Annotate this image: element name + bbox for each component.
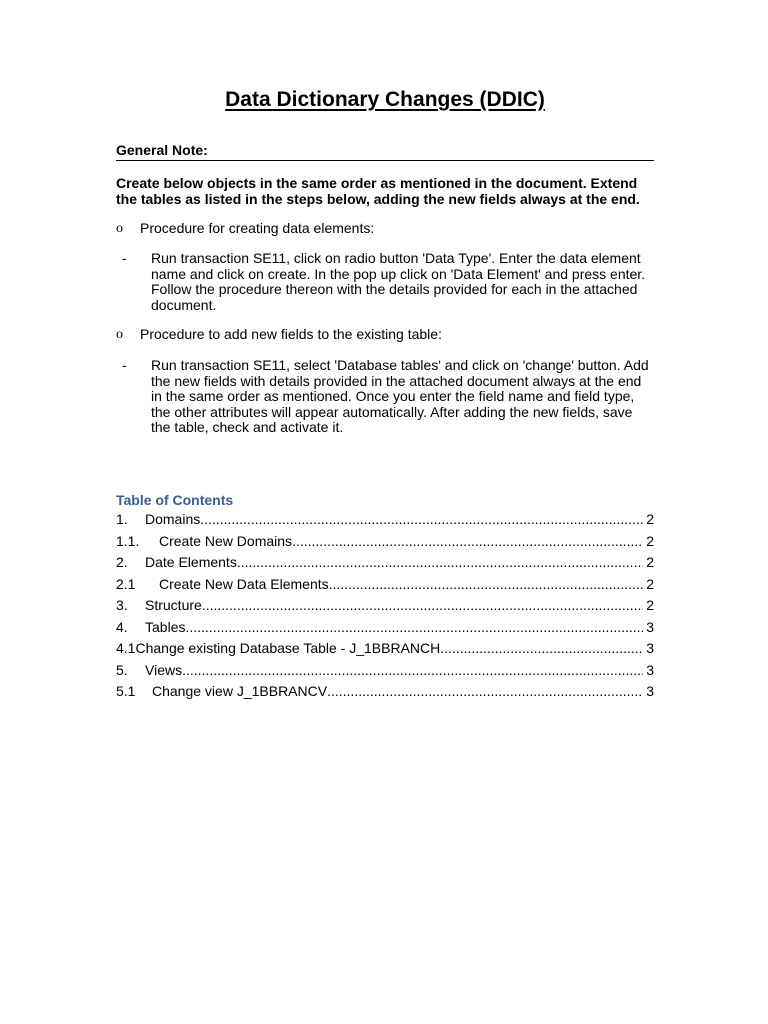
toc-entry-number: 1. <box>116 511 128 527</box>
toc-entry-page: 3 <box>646 618 654 635</box>
general-note-heading: General Note: <box>116 142 654 161</box>
toc-dot-leader <box>440 639 643 657</box>
dash-marker: - <box>122 357 127 373</box>
toc-entry-label: Change view J_1BBRANCV <box>152 683 328 699</box>
toc-entry-number: 4.1 <box>116 640 136 656</box>
toc-entry-page: 2 <box>646 575 654 592</box>
toc-dot-leader <box>185 618 643 636</box>
toc-entry-page: 3 <box>646 661 654 678</box>
document-title: Data Dictionary Changes (DDIC) <box>225 88 545 111</box>
toc-entry[interactable] <box>116 532 654 554</box>
toc-entry[interactable] <box>116 575 654 597</box>
toc-entry[interactable] <box>116 618 654 640</box>
toc-dot-leader <box>292 532 643 550</box>
toc-entry[interactable] <box>116 553 654 575</box>
procedure-step-text: Run transaction SE11, click on radio button 'Data Type'. Enter the data element name and click on create. In the pop up click on 'Data Element' and press enter. Follow the procedure thereon with the details provided for each in the attached document. <box>151 250 646 313</box>
toc-entry-page: 3 <box>646 683 654 699</box>
toc-entry-number: 5. <box>116 661 128 678</box>
toc-entry-label: Date Elements <box>145 554 237 570</box>
toc-entry-label: Create New Data Elements <box>159 575 329 592</box>
toc-dot-leader <box>237 553 643 571</box>
toc-entry[interactable] <box>116 596 654 618</box>
toc-entry-label: Create New Domains <box>159 532 293 549</box>
toc-entry-label: Change existing Database Table - J_1BBRANCH <box>135 640 441 656</box>
toc-entry-label: Domains <box>145 511 201 527</box>
toc-dot-leader <box>182 661 643 679</box>
toc-entry-page: 2 <box>646 597 654 613</box>
toc-dot-leader <box>329 575 644 593</box>
toc-entry-page: 2 <box>646 511 654 527</box>
toc-entry-number: 4. <box>116 618 128 635</box>
toc-dot-leader <box>200 510 643 528</box>
toc-entry-number: 1.1. <box>116 532 140 549</box>
toc-entry[interactable] <box>116 661 654 683</box>
toc-entry-label: Views <box>145 661 183 678</box>
toc-dot-leader <box>327 682 643 700</box>
toc-entry[interactable] <box>116 639 654 661</box>
procedure-heading: Procedure for creating data elements: <box>140 220 375 236</box>
toc-entry-label: Structure <box>145 597 202 613</box>
toc-entry-number: 2.1 <box>116 575 136 592</box>
toc-entry-page: 3 <box>646 640 654 656</box>
toc-entry[interactable] <box>116 510 654 532</box>
toc-entry-page: 2 <box>646 532 654 549</box>
toc-entry[interactable] <box>116 682 654 704</box>
toc-entry-number: 3. <box>116 597 128 613</box>
toc-heading: Table of Contents <box>116 492 234 508</box>
bullet-marker: o <box>116 327 123 342</box>
toc-entry-number: 5.1 <box>116 683 136 699</box>
bullet-marker: o <box>116 221 123 236</box>
procedure-heading: Procedure to add new fields to the existing table: <box>140 326 442 342</box>
intro-paragraph: Create below objects in the same order as mentioned in the document. Extend the tables as listed in the steps below, adding the new fields always at the end. <box>116 175 640 207</box>
procedure-step-text: Run transaction SE11, select 'Database tables' and click on 'change' button. Add the new fields with details provided in the attached document always at the end in the same order as mentioned. Once you enter the field name and field type, the other attributes will appear automatically. After adding the new fields, save the table, check and activate it. <box>151 357 649 435</box>
toc-entry-label: Tables <box>145 618 186 635</box>
toc-entry-number: 2. <box>116 554 128 570</box>
table-of-contents <box>116 510 654 704</box>
toc-dot-leader <box>202 596 643 614</box>
dash-marker: - <box>122 250 127 266</box>
toc-entry-page: 2 <box>646 554 654 570</box>
